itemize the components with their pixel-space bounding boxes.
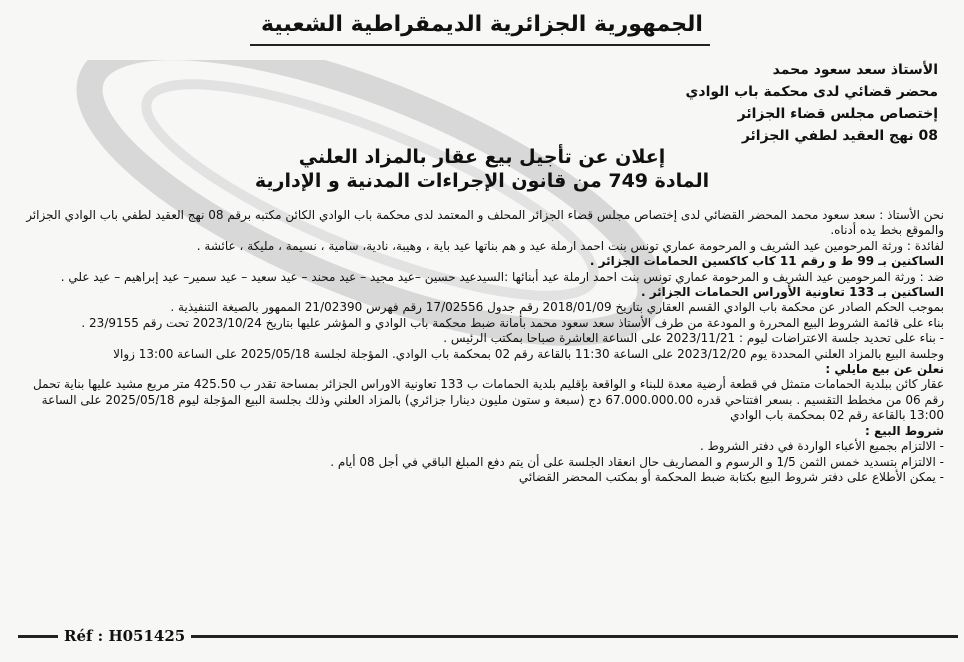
conditions-list-reference: بناء على قائمة الشروط البيع المحررة و المودعة من طرف الأستاذ سعد سعود محمد بأمانة ضبط محكمة باب الوادي و المؤشر عليها بتاريخ 2023/10/24 تحت رقم 23/9155 . xyxy=(81,315,944,330)
reference-rule-right xyxy=(191,635,958,638)
notice-heading: إعلان عن تأجيل بيع عقار بالمزاد العلني xyxy=(298,146,666,168)
notice-body xyxy=(16,208,944,485)
beneficiaries-address: الساكنين بـ 99 ط و رقم 11 كاب كاكسين الحمامات الجزائر . xyxy=(589,254,944,269)
condition-item: - يمكن الأطلاع على دفتر شروط البيع بكتابة ضبط المحكمة أو بمكتب المحضر القضائي xyxy=(518,469,944,484)
document-title: الجمهورية الجزائرية الديمقراطية الشعبية xyxy=(261,12,703,37)
defendants-address: الساكنين بـ 133 تعاونية الأوراس الحمامات الجزائر . xyxy=(640,285,944,300)
reference-bar xyxy=(18,626,958,646)
judgment-reference: بموجب الحكم الصادر عن محكمة باب الوادي القسم العقاري بتاريخ 2018/01/09 رقم جدول 17/02556 رقم فهرس 21/02390 الممهور بالصيغة التنفيذية . xyxy=(170,300,944,315)
objections-hearing: - بناء على تحديد جلسة الاعتراضات ليوم : 2023/11/21 على الساعة العاشرة صباحا بمكتب الرئيس . xyxy=(443,331,944,346)
property-description: عقار كائن ببلدية الحمامات متمثل في قطعة أرضية معدة للبناء و الواقعة بإقليم بلدية الحمامات ب 133 تعاونية الاوراس الجزائر بمساحة تقدر ب 425.50 متر مربع مشيد عليها بناية تحمل رقم 06 من مخطط التقسيم . بسعر افتتاحي قدره 67.000.000.00 دج (سبعة و ستون مليون دينارا جزائري) بالمزاد العلني وذلك بجلسة البيع المؤجلة ليوم 2025/05/18 على الساعة 13:00 بالقاعة رقم 02 بمحكمة باب الوادي xyxy=(33,377,944,423)
reference-number: Réf : H051425 xyxy=(64,627,186,645)
bailiff-jurisdiction: إختصاص مجلس قضاء الجزائر xyxy=(737,106,938,122)
bailiff-address: 08 نهج العقيد لطفي الجزائر xyxy=(741,128,938,144)
bailiff-role: محضر قضائي لدى محكمة باب الوادي xyxy=(685,84,938,100)
reference-rule-left xyxy=(18,635,58,638)
sale-hearing: وجلسة البيع بالمزاد العلني المحددة يوم 2023/12/20 على الساعة 11:30 بالقاعة رقم 02 بمحكمة باب الوادي. المؤجلة لجلسة 2025/05/18 على الساعة 13:00 زوالا xyxy=(113,346,944,361)
title-underline xyxy=(250,44,710,46)
condition-item: - الالتزام بجميع الأعباء الواردة في دفتر الشروط . xyxy=(699,439,944,454)
notice-article: المادة 749 من قانون الإجراءات المدنية و الإدارية xyxy=(254,170,710,192)
condition-item: - الالتزام بتسديد خمس الثمن 1/5 و الرسوم و المصاريف حال انعقاد الجلسة على أن يتم دفع المبلغ الباقي في أجل 08 أيام . xyxy=(330,454,944,469)
bailiff-statement: نحن الأستاذ : سعد سعود محمد المحضر القضائي لدى إختصاص مجلس قضاء الجزائر المحلف و المعتمد لدى محكمة باب الوادي الكائن مكتبه برقم 08 نهج العقيد لطفي باب الوادي الجزائر والموقع بخط يده أدناه. xyxy=(26,208,944,238)
bailiff-name: الأستاذ سعد سعود محمد xyxy=(772,62,938,78)
defendants: ضد : ورثة المرحومين عيد الشريف و المرحومة عماري تونس بنت احمد ارملة عيد أبنائها :السيدعيد حسين –عيد مجيد – عيد محند – عيد سعيد – عيد سمير– عيد إبراهيم – عيد علي . xyxy=(60,269,944,284)
sale-conditions-heading: شروط البيع : xyxy=(865,423,944,438)
beneficiaries: لفائدة : ورثة المرحومين عيد الشريف و المرحومة عماري تونس بنت احمد ارملة عيد و هم بناتها عيد باية ، وهيبة، نادية، سامية ، نسيمة ، مليكة ، عائشة . xyxy=(196,238,944,253)
sale-announcement-heading: نعلن عن بيع مايلي : xyxy=(825,362,944,377)
